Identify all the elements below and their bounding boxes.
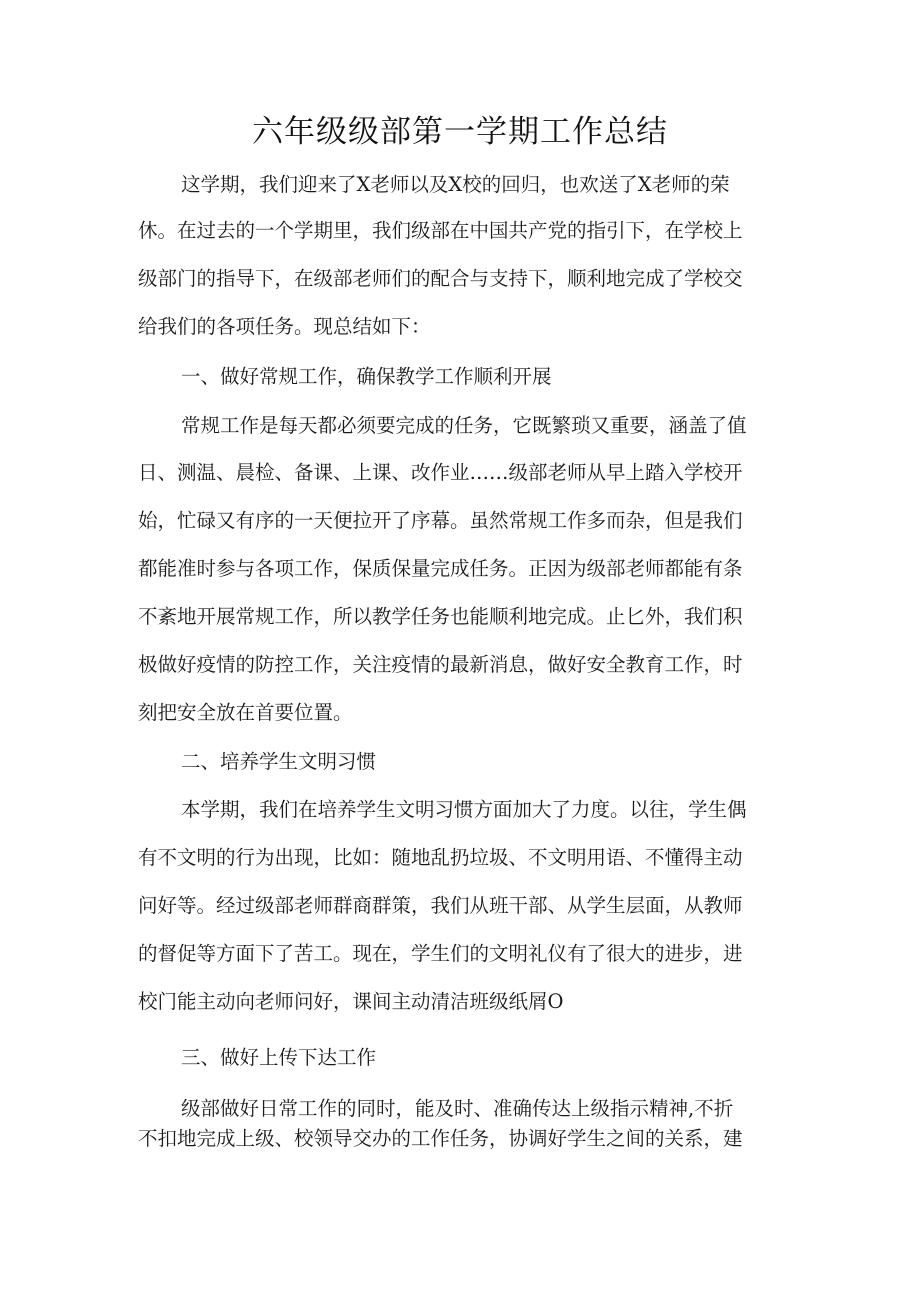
document-title: 六年级级部第一学期工作总结 (252, 114, 668, 150)
paragraph-1-line-1: 这学期，我们迎来了X老师以及X校的回归，也欢送了X老师的荣 (181, 173, 730, 196)
paragraph-1-line-2: 休。在过去的一个学期里，我们级部在中国共产党的指引下，在学校上 (138, 219, 743, 242)
paragraph-1-line-3: 级部门的指导下，在级部老师们的配合与支持下，顺利地完成了学校交 (138, 267, 743, 290)
paragraph-3-line-3: 问好等。经过级部老师群商群策，我们从班干部、从学生层面，从教师 (138, 894, 743, 917)
paragraph-3-line-2: 有不文明的行为出现，比如：随地乱扔垃圾、不文明用语、不懂得主动 (138, 846, 743, 869)
paragraph-4-line-1: 级部做好日常工作的同时，能及时、准确传达上级指示精神,不折 (181, 1097, 734, 1120)
paragraph-2-line-5: 不紊地开展常规工作，所以教学任务也能顺利地完成。止匕外，我们积 (138, 605, 743, 628)
paragraph-2-line-6: 极做好疫情的防控工作，关注疫情的最新消息，做好安全教育工作，时 (138, 653, 743, 676)
paragraph-2-line-3: 始，忙碌又有序的一天便拉开了序幕。虽然常规工作多而杂，但是我们 (138, 509, 743, 532)
paragraph-2-line-4: 都能准时参与各项工作，保质保量完成任务。正因为级部老师都能有条 (138, 557, 743, 580)
paragraph-2-line-7: 刻把安全放在首要位置。 (138, 701, 353, 724)
paragraph-1-line-4: 给我们的各项任务。现总结如下： (138, 315, 431, 338)
paragraph-3-line-4: 的督促等方面下了苦工。现在，学生们的文明礼仪有了很大的进步，进 (138, 942, 743, 965)
paragraph-2-line-1: 常规工作是每天都必须要完成的任务，它既繁琐又重要，涵盖了值 (181, 414, 747, 437)
paragraph-2-line-2: 日、测温、晨检、备课、上课、改作业……级部老师从早上踏入学校开 (138, 461, 743, 484)
paragraph-3-line-5: 校门能主动向老师问好，课间主动清洁班级纸屑O (138, 990, 564, 1013)
section-heading-1: 一、做好常规工作，确保教学工作顺利开展 (181, 365, 552, 388)
section-heading-3: 三、做好上传下达工作 (181, 1046, 377, 1069)
paragraph-3-line-1: 本学期，我们在培养学生文明习惯方面加大了力度。以往，学生偶 (181, 798, 747, 821)
section-heading-2: 二、培养学生文明习惯 (181, 750, 377, 773)
paragraph-4-line-2: 不扣地完成上级、校领导交办的工作任务，协调好学生之间的关系，建 (138, 1127, 743, 1150)
